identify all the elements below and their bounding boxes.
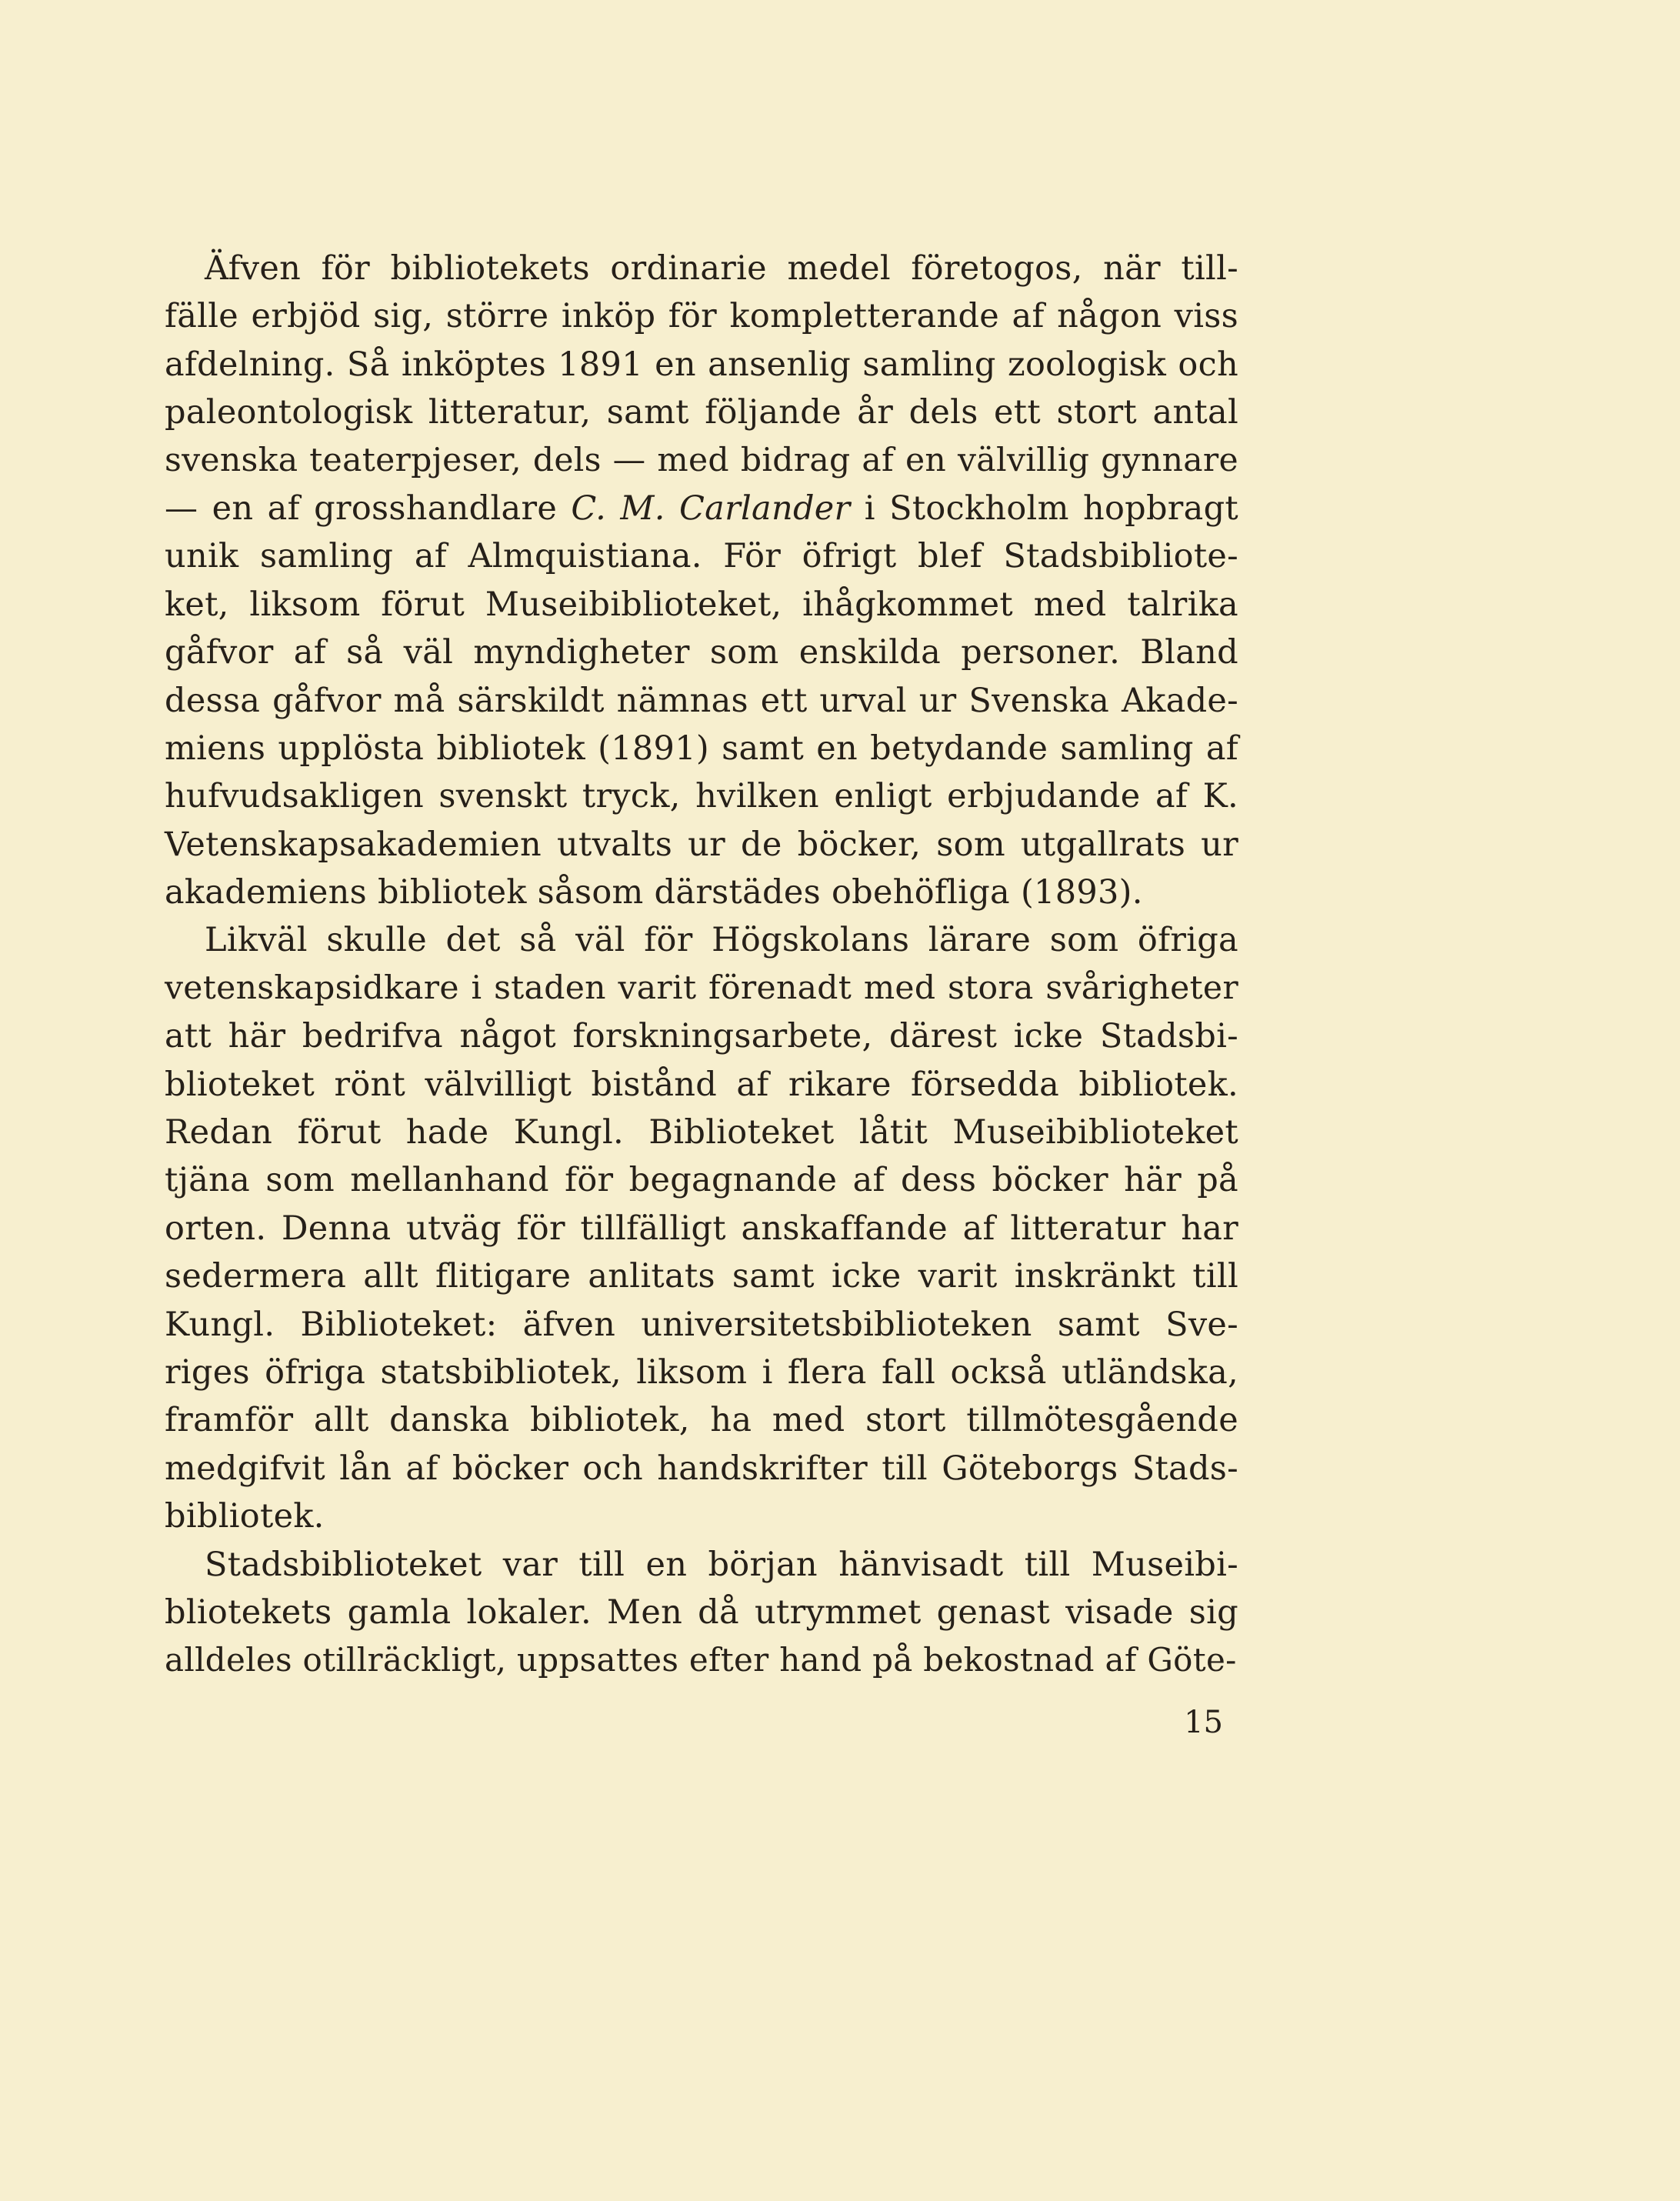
text-line: Redan förut hade Kungl. Biblioteket låtit Museibiblioteket <box>165 1113 1238 1152</box>
text-line: bibliotek. <box>165 1497 325 1536</box>
text-line: blioteket rönt välvilligt bistånd af rikare försedda bibliotek. <box>165 1065 1238 1104</box>
text-line: Likväl skulle det så väl för Högskolans lärare som öfriga <box>205 921 1238 960</box>
text-line: tjäna som mellanhand för begagnande af dess böcker här på <box>165 1161 1238 1200</box>
text-line: Stadsbiblioteket var till en början hänvisadt till Museibi- <box>205 1545 1238 1584</box>
text-line: unik samling af Almquistiana. För öfrigt blef Stadsbibliote- <box>165 537 1238 576</box>
text-line: ket, liksom förut Museibiblioteket, ihågkommet med talrika <box>165 585 1238 624</box>
text-segment: i Stockholm hopbragt <box>850 489 1238 528</box>
text-line: vetenskapsidkare i staden varit förenadt med stora svårigheter <box>165 969 1238 1007</box>
text-line: att här bedrifva något forskningsarbete, därest icke Stadsbi- <box>165 1017 1238 1056</box>
text-line: framför allt danska bibliotek, ha med stort tillmötesgående <box>165 1401 1238 1440</box>
text-line: Äfven för bibliotekets ordinarie medel företogos, när till- <box>205 249 1238 288</box>
text-line: Vetenskapsakademien utvalts ur de böcker, som utgallrats ur <box>165 825 1238 864</box>
text-line: afdelning. Så inköptes 1891 en ansenlig samling zoologisk och <box>165 345 1238 384</box>
text-line: paleontologisk litteratur, samt följande år dels ett stort antal <box>165 393 1238 432</box>
text-line: sedermera allt flitigare anlitats samt icke varit inskränkt till <box>165 1257 1238 1296</box>
text-line: bliotekets gamla lokaler. Men då utrymmet genast visade sig <box>165 1592 1238 1632</box>
italic-name: C. M. Carlander <box>571 489 851 528</box>
text-line: svenska teaterpjeser, dels — med bidrag af en välvillig gynnare <box>165 441 1238 479</box>
text-line: fälle erbjöd sig, större inköp för kompletterande af någon viss <box>165 297 1238 336</box>
text-line: akademiens bibliotek såsom därstädes obehöfliga (1893). <box>165 873 1143 912</box>
text-line: hufvudsakligen svenskt tryck, hvilken enligt erbjudande af K. <box>165 777 1238 816</box>
text-line <box>165 485 1238 532</box>
text-segment: — en af grosshandlare <box>165 489 572 528</box>
text-line: medgifvit lån af böcker och handskrifter till Göteborgs Stads- <box>165 1449 1238 1488</box>
text-line: gåfvor af så väl myndigheter som enskilda personer. Bland <box>165 633 1238 672</box>
text-line: miens upplösta bibliotek (1891) samt en betydande samling af <box>165 729 1238 768</box>
text-line: dessa gåfvor må särskildt nämnas ett urval ur Svenska Akade- <box>165 681 1238 720</box>
text-line: orten. Denna utväg för tillfälligt anskaffande af litteratur har <box>165 1209 1238 1248</box>
body-text <box>165 245 1238 1685</box>
text-line: riges öfriga statsbibliotek, liksom i flera fall också utländska, <box>165 1352 1238 1392</box>
text-line: alldeles otillräckligt, uppsattes efter hand på bekostnad af Göte- <box>165 1641 1237 1679</box>
page-number: 15 <box>1184 1705 1223 1740</box>
text-line: Kungl. Biblioteket: äfven universitetsbiblioteken samt Sve- <box>165 1305 1238 1344</box>
